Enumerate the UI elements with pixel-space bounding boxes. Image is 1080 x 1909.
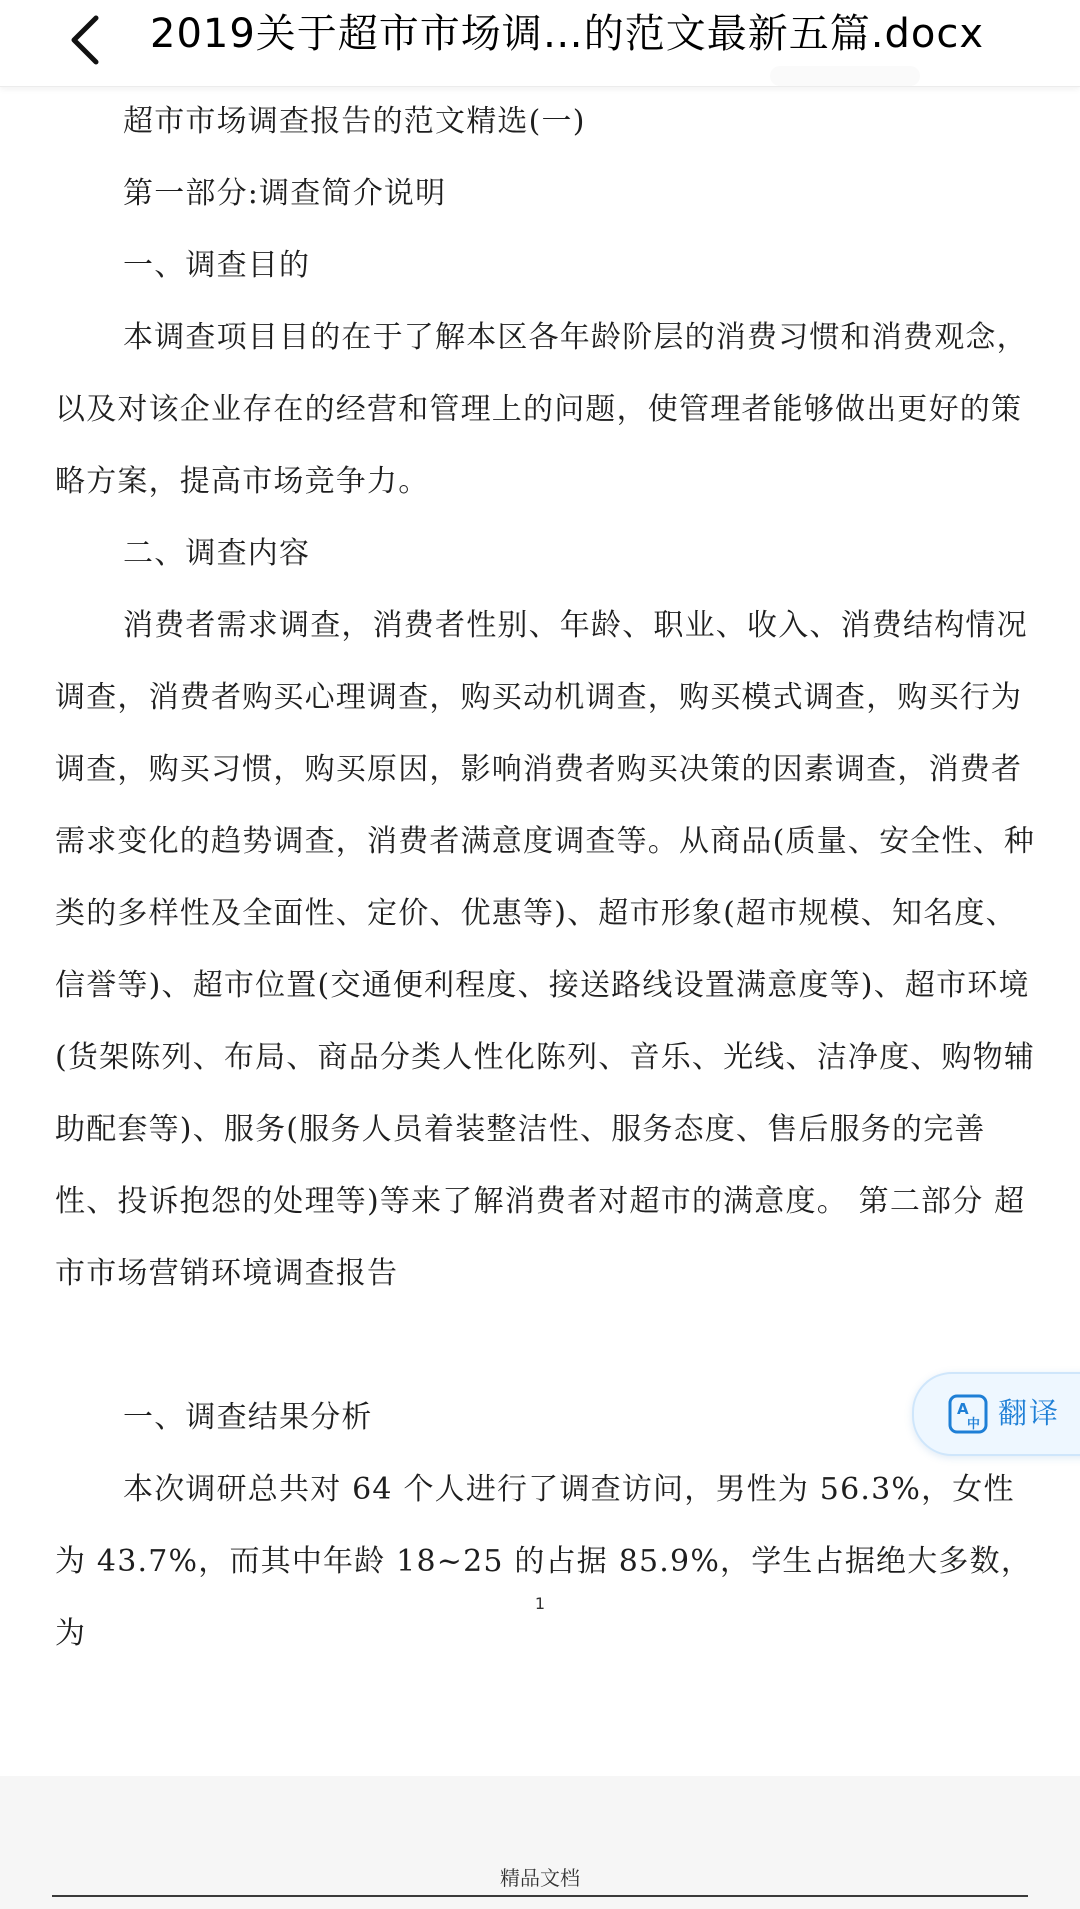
chevron-left-icon xyxy=(60,8,120,72)
subsection-heading: 二、调查内容 xyxy=(123,536,311,571)
page-number: 1 xyxy=(534,1594,546,1613)
body-paragraph: 本次调研总共对 64 个人进行了调查访问，男性为 56.3%，女性为 43.7%，而其中年龄 18~25 的占据 85.9%，学生占据绝大多数，为 xyxy=(55,1472,1033,1651)
section-heading: 第一部分:调查简介说明 xyxy=(123,176,447,211)
svg-text:中: 中 xyxy=(967,1417,981,1432)
translate-button[interactable] xyxy=(912,1372,1080,1456)
document-page[interactable] xyxy=(0,86,1080,1776)
title-underlay xyxy=(770,66,920,86)
translate-icon xyxy=(948,1394,988,1434)
body-paragraph: 本调查项目目的在于了解本区各年龄阶层的消费习惯和消费观念，以及对该企业存在的经营和管理上的问题，使管理者能够做出更好的策略方案，提高市场竞争力。 xyxy=(55,320,1028,499)
app-bar xyxy=(0,0,1080,87)
subsection-heading: 一、调查目的 xyxy=(123,248,311,283)
page-footer-text: 精品文档 xyxy=(500,1866,580,1890)
footer-rule xyxy=(52,1895,1028,1897)
document-title: 2019关于超市市场调…的范文最新五篇.docx xyxy=(150,11,985,57)
translate-label: 翻译 xyxy=(998,1396,1061,1430)
svg-text:A: A xyxy=(957,1400,969,1418)
body-paragraph: 消费者需求调查，消费者性别、年龄、职业、收入、消费结构情况调查，消费者购买心理调查，购买动机调查，购买模式调查，购买行为调查，购买习惯，购买原因，影响消费者购买决策的因素调查，消费者需求变化的趋势调查，消费者满意度调查等。从商品(质量、安全性、种类的多样性及全面性、定价、优惠等)、超市形象(超市规模、知名度、信誉等)、超市位置(交通便利程度、接送路线设置满意度等)、超市环境(货架陈列、布局、商品分类人性化陈列、音乐、光线、洁净度、购物辅助配套等)、服务(服务人员着装整洁性、服务态度、售后服务的完善性、投诉抱怨的处理等)等来了解消费者对超市的满意度。 第二部分 超市市场营销环境调查报告 xyxy=(55,608,1036,1291)
subsection-heading: 一、调查结果分析 xyxy=(123,1400,373,1435)
doc-heading: 超市市场调查报告的范文精选(一) xyxy=(123,104,586,139)
back-button[interactable] xyxy=(60,8,120,72)
